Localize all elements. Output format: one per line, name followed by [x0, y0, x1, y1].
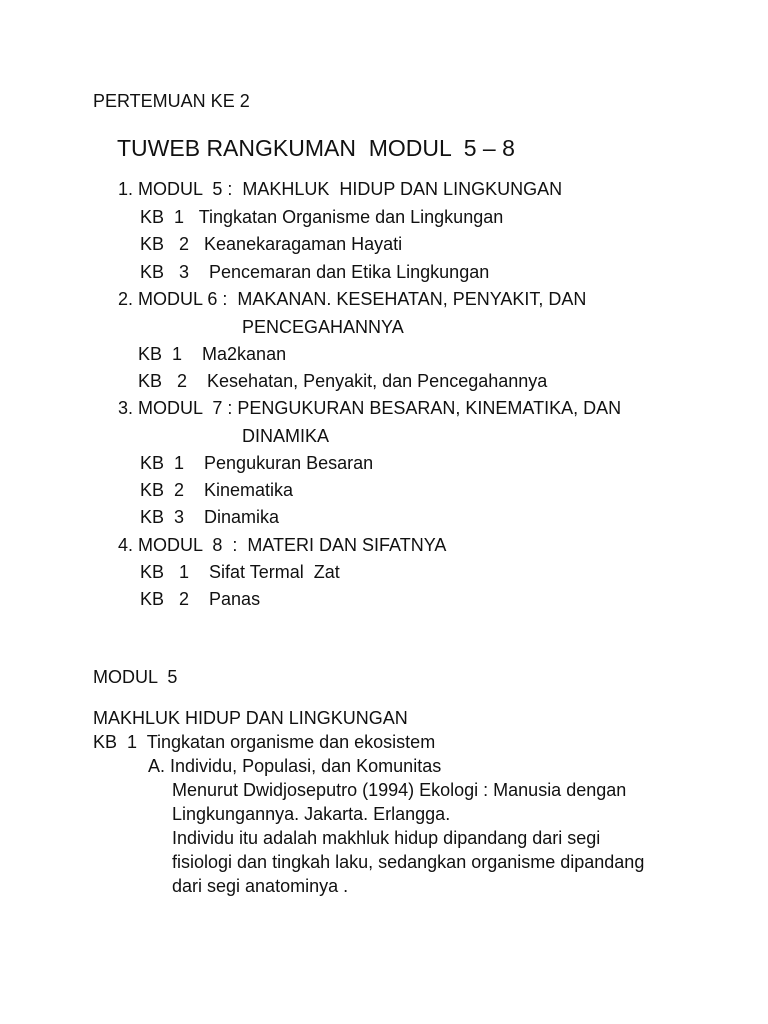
outline-heading: MODUL 5 : MAKHLUK HIDUP DAN LINGKUNGAN	[138, 179, 563, 199]
page-heading: PERTEMUAN KE 2	[93, 91, 250, 111]
outline-heading-continued: DINAMIKA	[242, 426, 330, 446]
body-line: Lingkungannya. Jakarta. Erlangga.	[172, 804, 451, 824]
kb-line: KB 2 Keanekaragaman Hayati	[140, 234, 403, 254]
outline-heading-continued: PENCEGAHANNYA	[242, 317, 404, 337]
outline-heading: MODUL 6 : MAKANAN. KESEHATAN, PENYAKIT, DAN	[138, 289, 587, 309]
body-line: Individu itu adalah makhluk hidup dipandang dari segi	[172, 828, 601, 848]
kb-line: KB 3 Dinamika	[140, 507, 280, 527]
outline-number: 3.	[118, 398, 134, 418]
kb-line: KB 1 Pengukuran Besaran	[140, 453, 374, 473]
outline-heading: MODUL 8 : MATERI DAN SIFATNYA	[138, 535, 447, 555]
subsection-title: Individu, Populasi, dan Komunitas	[170, 756, 442, 776]
outline-item-2	[118, 288, 586, 310]
section-modul: MODUL 5	[93, 667, 178, 687]
kb-line: KB 2 Kinematika	[140, 480, 294, 500]
outline-item-1	[118, 178, 562, 200]
kb-line: KB 3 Pencemaran dan Etika Lingkungan	[140, 262, 490, 282]
kb-line: KB 1 Ma2kanan	[138, 344, 287, 364]
outline-item-4	[118, 534, 446, 556]
body-line: fisiologi dan tingkah laku, sedangkan organisme dipandang	[172, 852, 645, 872]
document-title: TUWEB RANGKUMAN MODUL 5 – 8	[117, 135, 515, 161]
outline-item-3	[118, 397, 621, 419]
body-line: dari segi anatominya .	[172, 876, 349, 896]
subsection-letter: A.	[148, 756, 166, 776]
kb-line: KB 1 Tingkatan Organisme dan Lingkungan	[140, 207, 504, 227]
kb-line: KB 1 Sifat Termal Zat	[140, 562, 340, 582]
kb-line: KB 2 Kesehatan, Penyakit, dan Pencegahannya	[138, 371, 548, 391]
kb-line: KB 2 Panas	[140, 589, 261, 609]
outline-heading: MODUL 7 : PENGUKURAN BESARAN, KINEMATIKA, DAN	[138, 398, 622, 418]
outline-number: 1.	[118, 179, 134, 199]
section-kb: KB 1 Tingkatan organisme dan ekosistem	[93, 732, 436, 752]
section-topic: MAKHLUK HIDUP DAN LINGKUNGAN	[93, 708, 408, 728]
body-line: Menurut Dwidjoseputro (1994) Ekologi : Manusia dengan	[172, 780, 627, 800]
subsection-heading	[148, 755, 441, 777]
outline-number: 2.	[118, 289, 134, 309]
outline-number: 4.	[118, 535, 134, 555]
